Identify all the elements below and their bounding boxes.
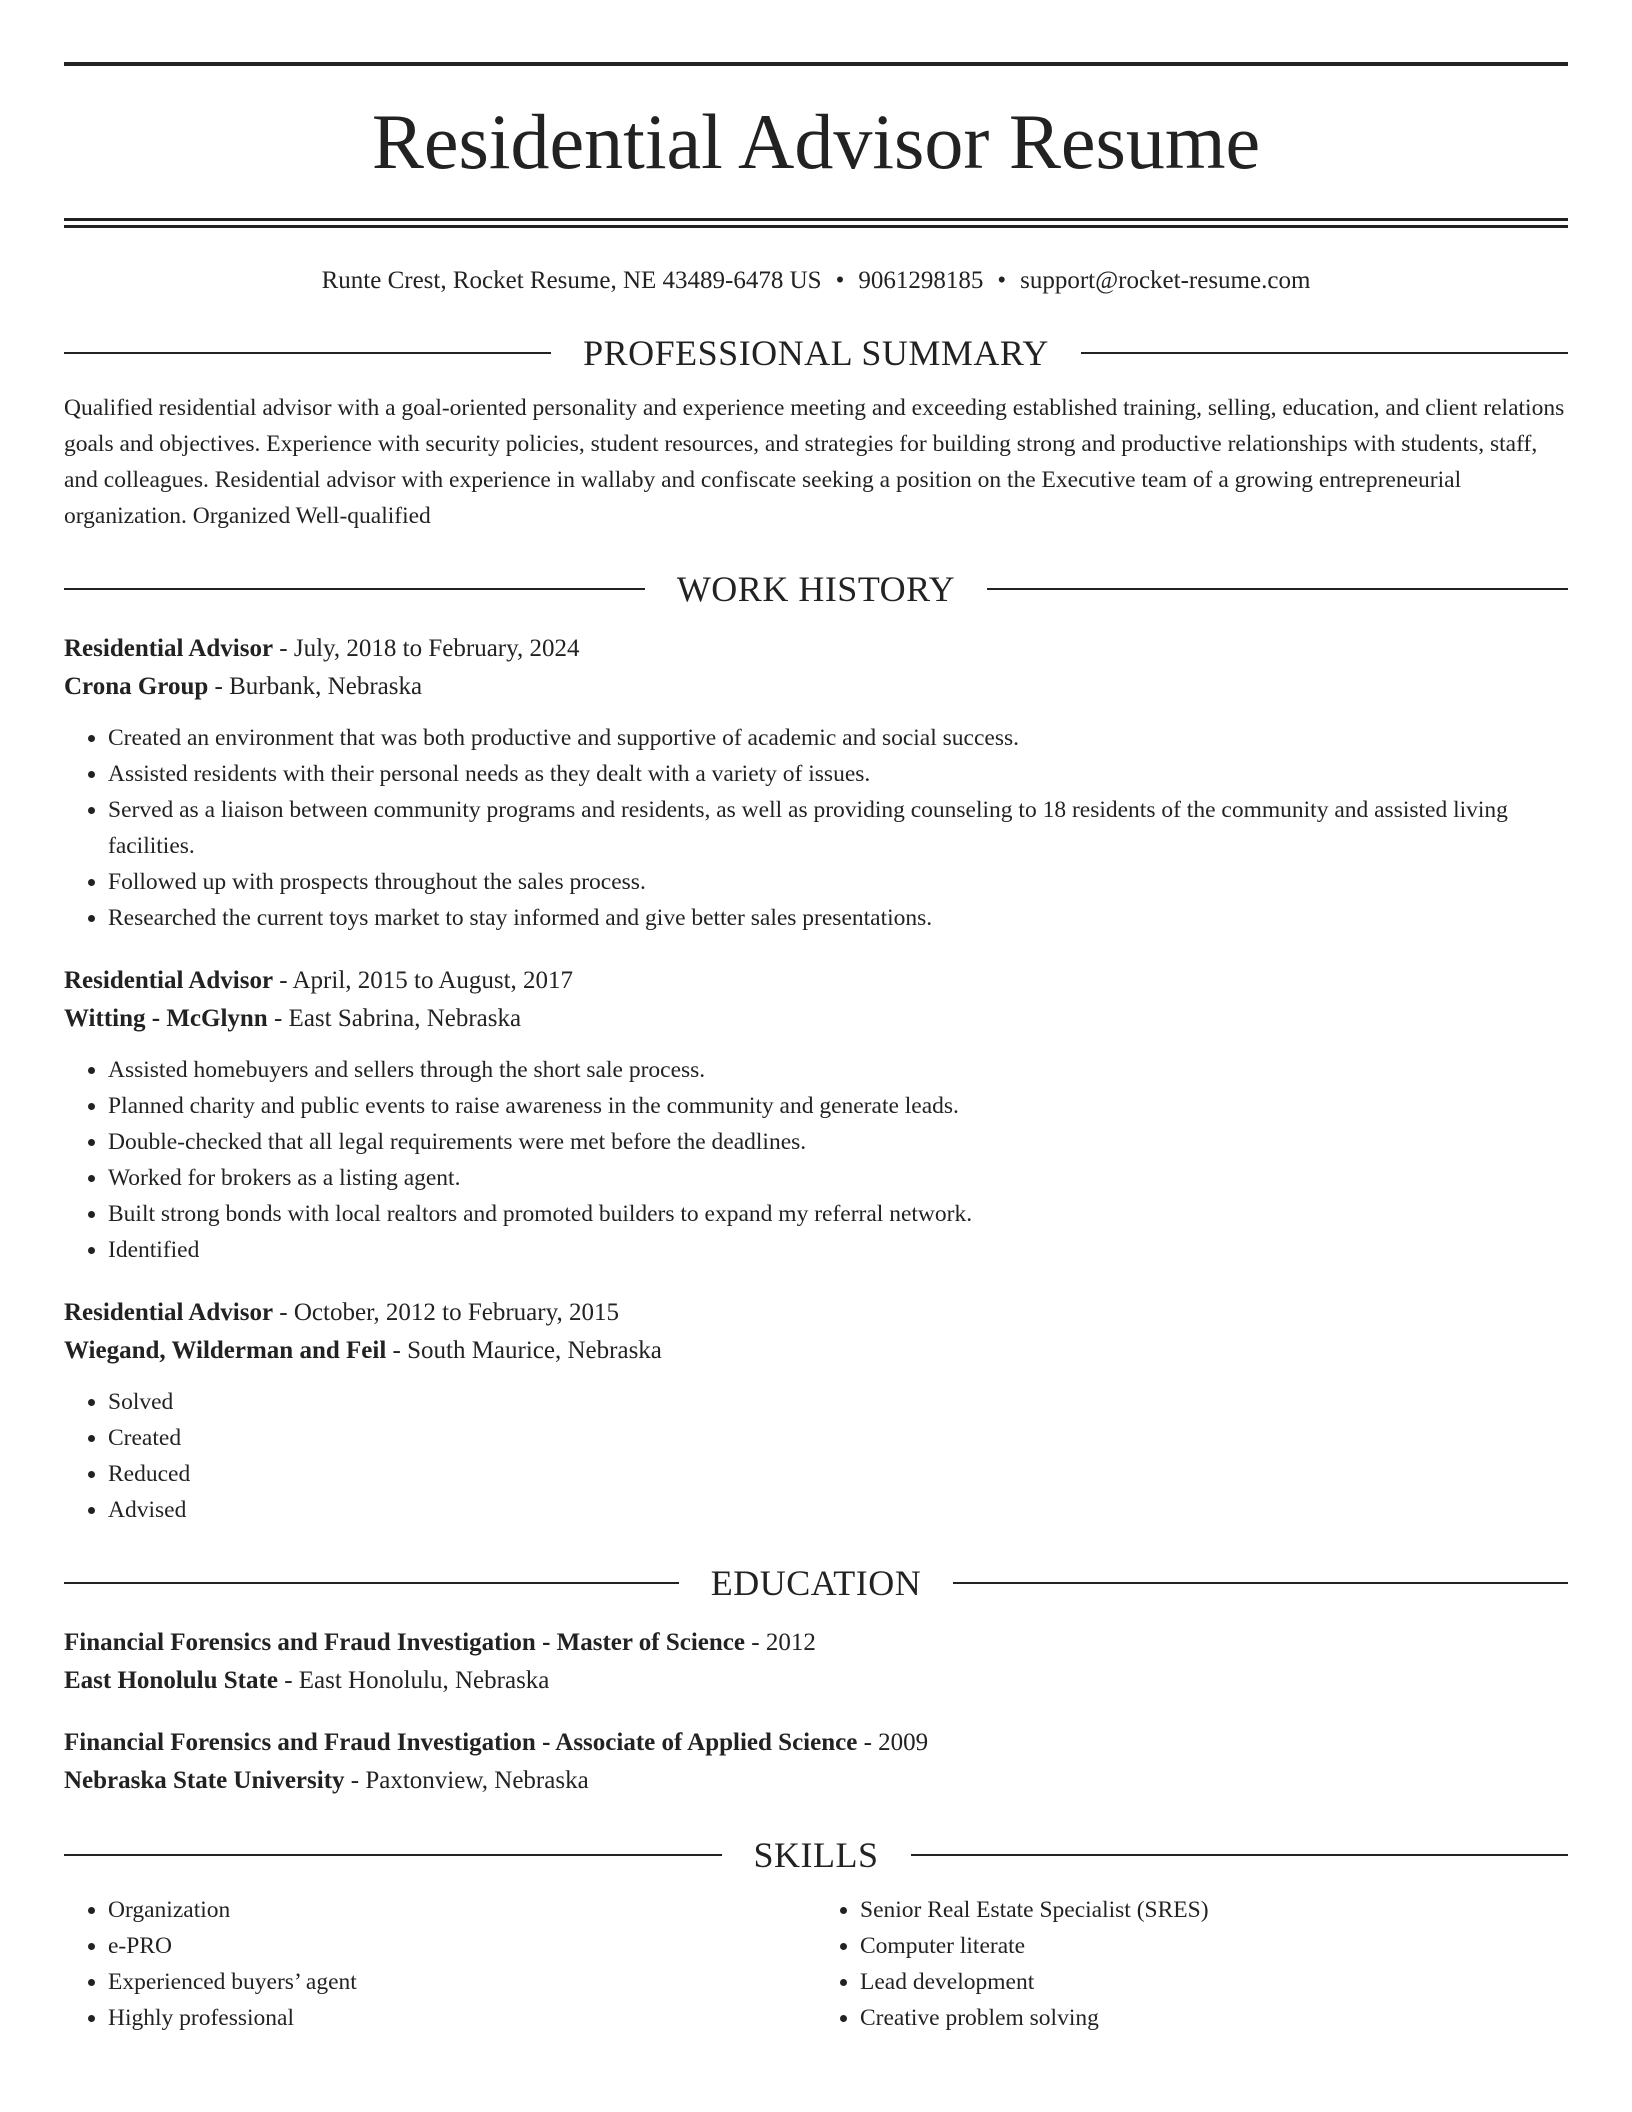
section-title-summary: PROFESSIONAL SUMMARY — [583, 333, 1049, 373]
education-degree-line — [64, 1624, 1568, 1662]
summary-text: Qualified residential advisor with a goal-oriented personality and experience meeting and exceeding established training, selling, education, and client relations goals and objectives. Experience with security policies, student resources, and strategies for building strong and productive relationships with students, staff, and colleagues. Residential advisor with experience in wallaby and confiscate seeking a position on the Executive team of a growing entrepreneurial organization. Organized Well-qualified — [64, 395, 1565, 529]
contact-email: support@rocket-resume.com — [1020, 267, 1311, 294]
job-title: Residential Advisor — [64, 967, 274, 994]
job-entry — [64, 630, 1568, 936]
job-location: - South Maurice, Nebraska — [386, 1337, 662, 1364]
education-degree: Financial Forensics and Fraud Investigation - Master of Science — [64, 1629, 745, 1656]
education-entry — [64, 1624, 1568, 1700]
job-title-line — [64, 1294, 1568, 1332]
education-list — [64, 1624, 1568, 1800]
title-double-rule — [64, 218, 1568, 228]
work-history-list — [64, 630, 1568, 1528]
job-bullet: • Created — [108, 1420, 1568, 1456]
contact-separator: • — [835, 267, 845, 294]
section-rule — [64, 352, 551, 354]
skill-item: • Lead development — [860, 1964, 1568, 2000]
skill-item: • Senior Real Estate Specialist (SRES) — [860, 1892, 1568, 1928]
job-bullet: • Worked for brokers as a listing agent. — [108, 1160, 1568, 1196]
job-title-line — [64, 962, 1568, 1000]
job-location: - Burbank, Nebraska — [208, 673, 423, 700]
skill-item: • Experienced buyers’ agent — [108, 1964, 816, 2000]
job-title: Residential Advisor — [64, 1299, 274, 1326]
job-dates: - April, 2015 to August, 2017 — [273, 967, 574, 994]
education-year: - 2012 — [745, 1629, 816, 1656]
skills-column-left — [64, 1892, 816, 2036]
job-bullet: • Built strong bonds with local realtors and promoted builders to expand my referral network. — [108, 1196, 1568, 1232]
section-rule — [911, 1854, 1569, 1856]
skills-column-right — [816, 1892, 1568, 2036]
job-bullets — [64, 1052, 1568, 1268]
section-title-work: WORK HISTORY — [676, 569, 956, 609]
job-bullet: • Solved — [108, 1384, 1568, 1420]
section-rule — [1081, 352, 1568, 354]
job-bullet: • Planned charity and public events to raise awareness in the community and generate leads. — [108, 1088, 1568, 1124]
education-location: - East Honolulu, Nebraska — [277, 1667, 550, 1694]
job-title-line — [64, 630, 1568, 668]
job-company-line — [64, 1332, 1568, 1370]
job-bullet: • Advised — [108, 1492, 1568, 1528]
job-bullet: • Assisted residents with their personal needs as they dealt with a variety of issues. — [108, 756, 1568, 792]
job-bullet: • Researched the current toys market to stay informed and give better sales presentations. — [108, 900, 1568, 936]
job-bullets — [64, 1384, 1568, 1528]
job-bullet: • Followed up with prospects throughout the sales process. — [108, 864, 1568, 900]
section-rule — [64, 1854, 722, 1856]
job-dates: - July, 2018 to February, 2024 — [273, 635, 580, 662]
section-rule — [987, 588, 1568, 590]
education-year: - 2009 — [857, 1729, 929, 1756]
job-bullet: • Served as a liaison between community programs and residents, as well as providing counseling to 18 residents of the community and assisted living facilities. — [108, 792, 1568, 864]
education-location: - Paxtonview, Nebraska — [344, 1767, 589, 1794]
job-company-line — [64, 668, 1568, 706]
section-header-summary — [64, 330, 1568, 376]
section-rule — [64, 588, 645, 590]
section-header-work — [64, 566, 1568, 612]
section-header-education — [64, 1560, 1568, 1606]
job-title: Residential Advisor — [64, 635, 274, 662]
education-degree-line — [64, 1724, 1568, 1762]
job-bullet: • Assisted homebuyers and sellers through the short sale process. — [108, 1052, 1568, 1088]
job-company: Crona Group — [64, 673, 209, 700]
job-company: Wiegand, Wilderman and Feil — [64, 1337, 387, 1364]
contact-address: Runte Crest, Rocket Resume, NE 43489-6478 US — [321, 267, 822, 294]
job-dates: - October, 2012 to February, 2015 — [273, 1299, 619, 1326]
job-bullets — [64, 720, 1568, 936]
contact-phone: 9061298185 — [858, 267, 984, 294]
job-bullet: • Identified — [108, 1232, 1568, 1268]
contact-line — [64, 264, 1568, 298]
education-school: Nebraska State University — [64, 1767, 345, 1794]
section-title-skills: SKILLS — [753, 1835, 879, 1875]
skill-item: • Highly professional — [108, 2000, 816, 2036]
skill-item: • Computer literate — [860, 1928, 1568, 1964]
section-title-education: EDUCATION — [710, 1563, 922, 1603]
education-entry — [64, 1724, 1568, 1800]
skill-item: • Organization — [108, 1892, 816, 1928]
job-bullet: • Reduced — [108, 1456, 1568, 1492]
top-rule — [64, 62, 1568, 66]
section-rule — [953, 1582, 1568, 1584]
education-school-line — [64, 1662, 1568, 1700]
skill-item: • e-PRO — [108, 1928, 816, 1964]
section-rule — [64, 1582, 679, 1584]
section-header-skills — [64, 1832, 1568, 1878]
job-company-line — [64, 1000, 1568, 1038]
job-bullet: • Created an environment that was both productive and supportive of academic and social success. — [108, 720, 1568, 756]
job-entry — [64, 962, 1568, 1268]
education-school-line — [64, 1762, 1568, 1800]
job-location: - East Sabrina, Nebraska — [267, 1005, 522, 1032]
contact-separator: • — [997, 267, 1007, 294]
education-school: East Honolulu State — [64, 1667, 278, 1694]
job-bullet: • Double-checked that all legal requirements were met before the deadlines. — [108, 1124, 1568, 1160]
page-title: Residential Advisor Resume — [371, 98, 1261, 185]
job-company: Witting - McGlynn — [64, 1005, 268, 1032]
skills-list — [64, 1892, 1568, 2036]
skill-item: • Creative problem solving — [860, 2000, 1568, 2036]
education-degree: Financial Forensics and Fraud Investigation - Associate of Applied Science — [64, 1729, 858, 1756]
job-entry — [64, 1294, 1568, 1528]
